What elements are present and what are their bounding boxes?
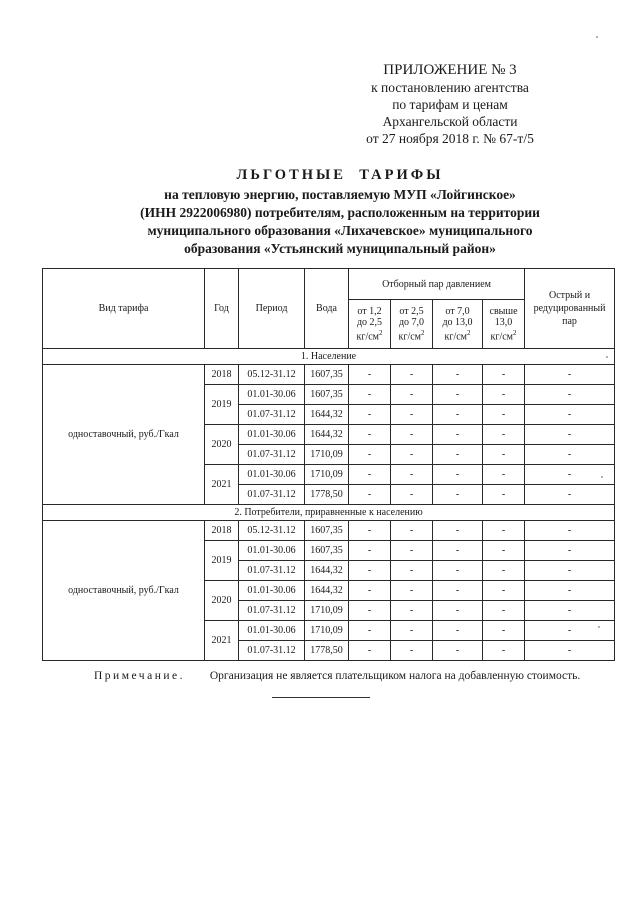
- dash-cell: -: [525, 385, 615, 405]
- dash-cell: -: [483, 561, 525, 581]
- dash-cell: -: [483, 385, 525, 405]
- dash-cell: -: [433, 465, 483, 485]
- note-label: Примечание.: [94, 670, 185, 682]
- document-title: [80, 166, 600, 184]
- dash-cell: -: [391, 485, 433, 505]
- title-word: ЛЬГОТНЫЕ: [236, 167, 346, 183]
- period-cell: 01.01-30.06: [239, 581, 305, 601]
- dash-cell: -: [391, 385, 433, 405]
- section-title: 1. Население: [43, 349, 615, 365]
- header-steam-group: Отборный пар давлением: [349, 269, 525, 300]
- period-cell: 01.01-30.06: [239, 385, 305, 405]
- dash-cell: -: [525, 621, 615, 641]
- dash-cell: -: [391, 621, 433, 641]
- header-steam-3: от 7,0 до 13,0 $кг/см^2$: [433, 300, 483, 349]
- appendix-line: от 27 ноября 2018 г. № 67-т/5: [366, 131, 534, 146]
- section-row: [43, 505, 615, 521]
- period-cell: 05.12-31.12: [239, 521, 305, 541]
- period-cell: 01.07-31.12: [239, 485, 305, 505]
- dash-cell: -: [433, 601, 483, 621]
- dash-cell: -: [349, 485, 391, 505]
- period-cell: 01.07-31.12: [239, 445, 305, 465]
- dash-cell: -: [433, 521, 483, 541]
- dash-cell: -: [391, 465, 433, 485]
- dash-cell: -: [391, 561, 433, 581]
- water-tariff-cell: 1644,32: [305, 425, 349, 445]
- dash-cell: -: [433, 365, 483, 385]
- water-tariff-cell: 1710,09: [305, 465, 349, 485]
- dash-cell: -: [391, 365, 433, 385]
- dash-cell: -: [433, 385, 483, 405]
- tariff-type-cell: одноставочный, руб./Гкал: [43, 365, 205, 505]
- dash-cell: -: [525, 365, 615, 385]
- appendix-line: по тарифам и ценам: [392, 97, 508, 112]
- dash-cell: -: [349, 641, 391, 661]
- tariff-type-cell: одноставочный, руб./Гкал: [43, 521, 205, 661]
- period-cell: 01.01-30.06: [239, 465, 305, 485]
- dash-cell: -: [433, 621, 483, 641]
- section-row: [43, 349, 615, 365]
- dash-cell: -: [525, 521, 615, 541]
- dash-cell: -: [525, 405, 615, 425]
- period-cell: 01.01-30.06: [239, 425, 305, 445]
- dash-cell: -: [433, 561, 483, 581]
- dash-cell: -: [433, 425, 483, 445]
- dash-cell: -: [483, 365, 525, 385]
- year-cell: 2018: [205, 365, 239, 385]
- dash-cell: -: [349, 541, 391, 561]
- period-cell: 01.01-30.06: [239, 621, 305, 641]
- dash-cell: -: [483, 405, 525, 425]
- year-cell: 2020: [205, 425, 239, 465]
- table-row: [43, 365, 615, 385]
- dash-cell: -: [433, 641, 483, 661]
- appendix-title: ПРИЛОЖЕНИЕ № 3: [383, 62, 517, 78]
- dash-cell: -: [433, 445, 483, 465]
- appendix-block: [300, 62, 600, 147]
- dash-cell: -: [483, 425, 525, 445]
- water-tariff-cell: 1607,35: [305, 541, 349, 561]
- period-cell: 01.07-31.12: [239, 641, 305, 661]
- dash-cell: -: [349, 385, 391, 405]
- water-tariff-cell: 1710,09: [305, 621, 349, 641]
- dash-cell: -: [483, 581, 525, 601]
- dash-cell: -: [525, 465, 615, 485]
- dash-cell: -: [525, 561, 615, 581]
- dash-cell: -: [349, 621, 391, 641]
- dash-cell: -: [349, 465, 391, 485]
- dash-cell: -: [483, 465, 525, 485]
- dash-cell: -: [483, 485, 525, 505]
- water-tariff-cell: 1778,50: [305, 485, 349, 505]
- water-tariff-cell: 1710,09: [305, 445, 349, 465]
- dash-cell: -: [483, 445, 525, 465]
- dash-cell: -: [349, 561, 391, 581]
- heading-line: (ИНН 2922006980) потребителям, расположенным на территории: [140, 205, 540, 220]
- year-cell: 2018: [205, 521, 239, 541]
- section-title: 2. Потребители, приравненные к населению: [43, 505, 615, 521]
- dash-cell: -: [349, 425, 391, 445]
- water-tariff-cell: 1778,50: [305, 641, 349, 661]
- water-tariff-cell: 1644,32: [305, 561, 349, 581]
- dash-cell: -: [349, 601, 391, 621]
- year-cell: 2020: [205, 581, 239, 621]
- dash-cell: -: [349, 521, 391, 541]
- dash-cell: -: [391, 581, 433, 601]
- heading-line: муниципального образования «Лихачевское» муниципального: [147, 223, 533, 238]
- water-tariff-cell: 1607,35: [305, 385, 349, 405]
- header-steam-4: свыше 13,0 $кг/см^2$: [483, 300, 525, 349]
- dash-cell: -: [525, 581, 615, 601]
- title-word: ТАРИФЫ: [359, 167, 444, 183]
- heading-line: на тепловую энергию, поставляемую МУП «Лойгинское»: [164, 187, 516, 202]
- table-row: [43, 521, 615, 541]
- year-cell: 2021: [205, 465, 239, 505]
- period-cell: 01.07-31.12: [239, 405, 305, 425]
- dash-cell: -: [483, 621, 525, 641]
- dash-cell: -: [391, 405, 433, 425]
- water-tariff-cell: 1644,32: [305, 405, 349, 425]
- water-tariff-cell: 1607,35: [305, 521, 349, 541]
- dash-cell: -: [525, 425, 615, 445]
- dash-cell: -: [525, 541, 615, 561]
- dash-cell: -: [525, 641, 615, 661]
- dash-cell: -: [525, 601, 615, 621]
- dash-cell: -: [349, 581, 391, 601]
- scan-speck: [598, 626, 600, 628]
- header-steam-1: от 1,2 до 2,5 $кг/см^2$: [349, 300, 391, 349]
- dash-cell: -: [391, 521, 433, 541]
- heading-line: образования «Устьянский муниципальный район»: [184, 241, 496, 256]
- dash-cell: -: [349, 445, 391, 465]
- scan-speck: [606, 356, 608, 358]
- water-tariff-cell: 1607,35: [305, 365, 349, 385]
- water-tariff-cell: 1644,32: [305, 581, 349, 601]
- dash-cell: -: [349, 365, 391, 385]
- appendix-line: Архангельской области: [382, 114, 518, 129]
- dash-cell: -: [525, 445, 615, 465]
- header-steam-2: от 2,5 до 7,0 $кг/см^2$: [391, 300, 433, 349]
- appendix-line: к постановлению агентства: [371, 80, 529, 95]
- divider-line: [272, 697, 370, 698]
- document-heading: [80, 166, 600, 258]
- year-cell: 2019: [205, 385, 239, 425]
- dash-cell: -: [433, 541, 483, 561]
- dash-cell: -: [433, 485, 483, 505]
- dash-cell: -: [391, 445, 433, 465]
- header-tariff-type: Вид тарифа: [43, 269, 205, 349]
- scan-speck: [601, 476, 603, 478]
- header-water: Вода: [305, 269, 349, 349]
- period-cell: 01.07-31.12: [239, 601, 305, 621]
- header-year: Год: [205, 269, 239, 349]
- period-cell: 05.12-31.12: [239, 365, 305, 385]
- dash-cell: -: [391, 425, 433, 445]
- year-cell: 2021: [205, 621, 239, 661]
- note-text: Организация не является плательщиком налога на добавленную стоимость.: [209, 670, 581, 682]
- water-tariff-cell: 1710,09: [305, 601, 349, 621]
- dash-cell: -: [483, 601, 525, 621]
- header-sharp-steam: Острый и редуцированный пар: [525, 269, 615, 349]
- scan-speck: [596, 36, 598, 38]
- dash-cell: -: [433, 581, 483, 601]
- dash-cell: -: [483, 641, 525, 661]
- dash-cell: -: [433, 405, 483, 425]
- period-cell: 01.01-30.06: [239, 541, 305, 561]
- dash-cell: -: [391, 601, 433, 621]
- dash-cell: -: [349, 405, 391, 425]
- note: [94, 670, 580, 682]
- dash-cell: -: [525, 485, 615, 505]
- dash-cell: -: [391, 541, 433, 561]
- dash-cell: -: [483, 541, 525, 561]
- dash-cell: -: [391, 641, 433, 661]
- period-cell: 01.07-31.12: [239, 561, 305, 581]
- header-period: Период: [239, 269, 305, 349]
- dash-cell: -: [483, 521, 525, 541]
- year-cell: 2019: [205, 541, 239, 581]
- tariff-table: [42, 268, 615, 661]
